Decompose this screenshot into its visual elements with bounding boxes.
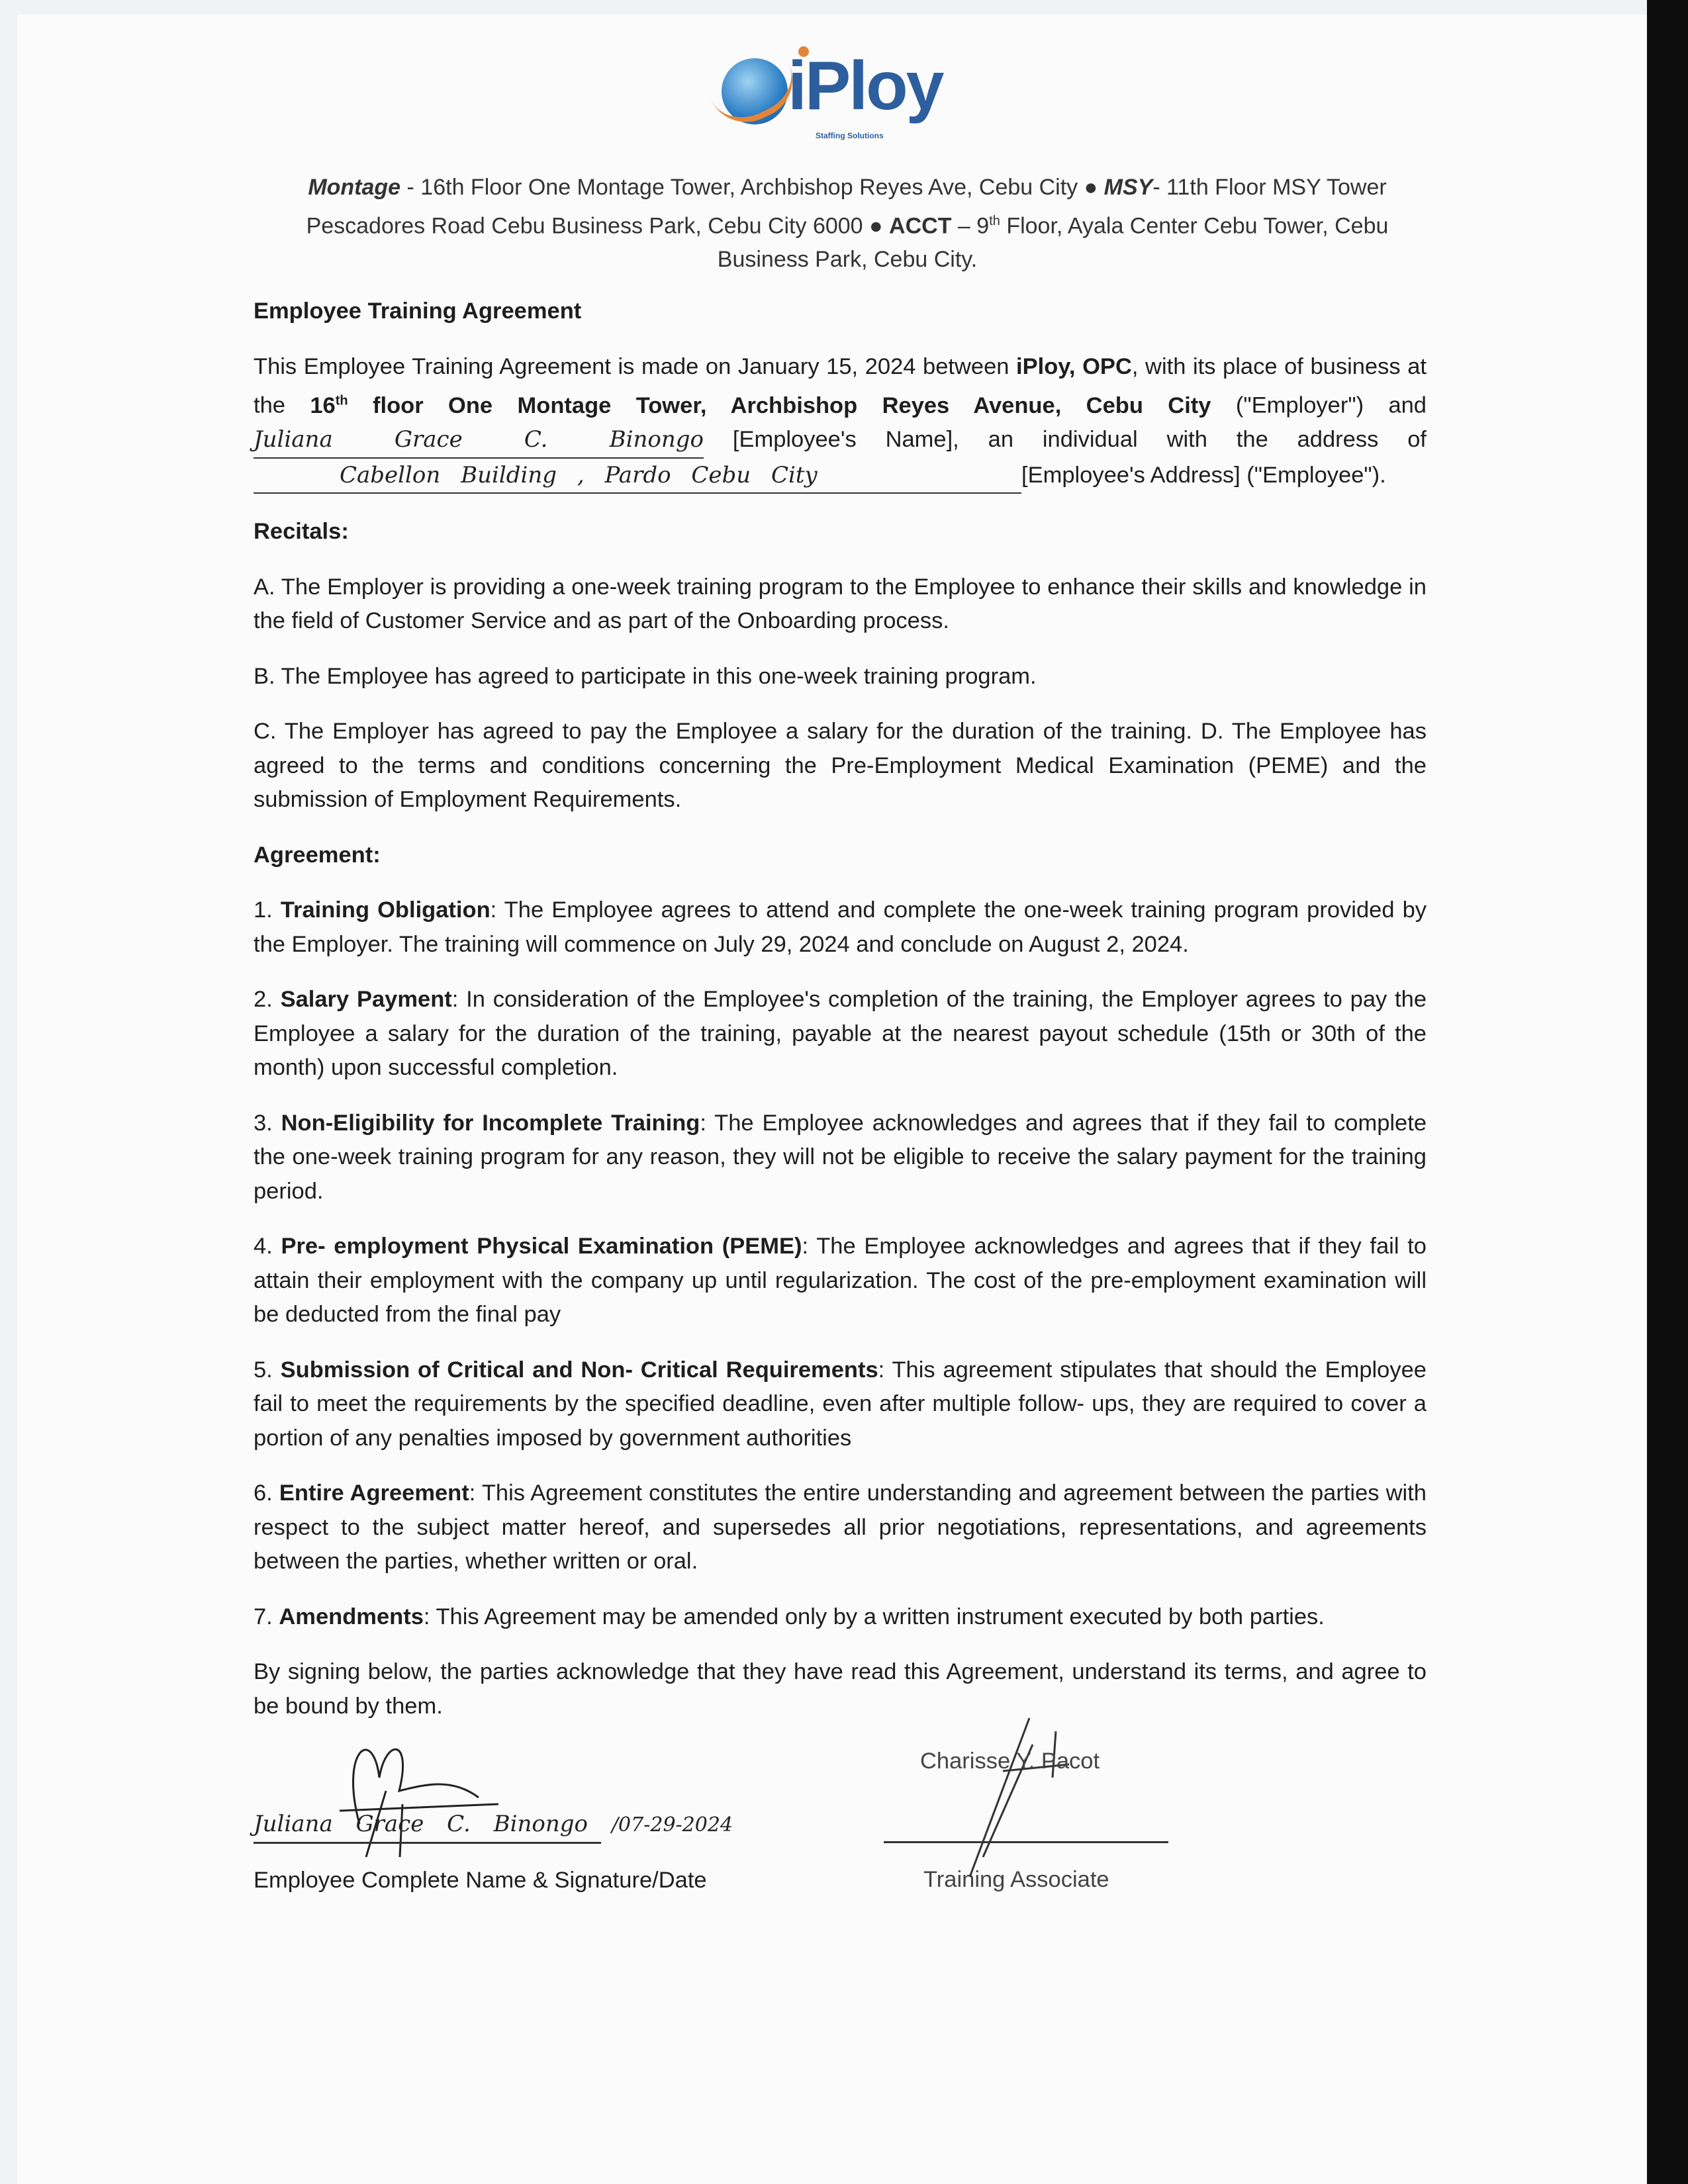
bullet: ● — [869, 213, 883, 239]
clause — [254, 893, 1427, 962]
intro-text: This Employee Training Agreement is made on January 15, 2024 between — [254, 353, 1017, 379]
clause-text: : This agreement stipulates that should the Employee fail to meet the requirements by the specified deadline, even after multiple follow- ups, they are required to cover a portion of any penalties imposed by government authorities — [254, 1357, 1427, 1451]
associate-name: Charisse Y. Pacot — [920, 1749, 1100, 1774]
clause-title: Amendments — [279, 1604, 424, 1629]
signature-date: /07-29-2024 — [611, 1813, 733, 1837]
recital-a: A. The Employer is providing a one-week training program to the Employee to enhance their skills and knowledge in the field of Customer Service and as part of the Onboarding process. — [254, 574, 1427, 633]
recitals-heading: Recitals: — [254, 519, 349, 544]
clause — [254, 1230, 1427, 1332]
agreement-heading: Agreement: — [254, 842, 381, 868]
signature-line-row — [254, 1745, 849, 1844]
sup: th — [989, 214, 1000, 228]
clause-number: 5. — [254, 1357, 281, 1383]
employee-signature-label: Employee Complete Name & Signature/Date — [254, 1867, 707, 1893]
clause-title: Pre- employment Physical Examination (PEME) — [281, 1234, 802, 1259]
logo-text: iPloy — [788, 48, 943, 124]
clause-title: Training Obligation — [280, 897, 491, 923]
employee-signature-block — [254, 1745, 849, 1897]
iploy-logo — [715, 46, 980, 152]
clause-number: 7. — [254, 1604, 279, 1629]
clause — [254, 983, 1427, 1085]
intro-text: [Employee's Name], an individual with the address of — [704, 427, 1427, 452]
montage-label: Montage — [308, 175, 401, 200]
acct-floor: – 9 — [951, 213, 990, 239]
clause-text: : In consideration of the Employee's completion of the training, the Employer agrees to pay the Employee a salary for the duration of the training, payable at the nearest payout schedule (15th or 30th of the month) upon successful completion. — [254, 987, 1427, 1080]
employee-address-field: Cabellon Building , Pardo Cebu City — [254, 459, 1021, 494]
montage-address: - 16th Floor One Montage Tower, Archbishop Reyes Ave, Cebu City — [400, 175, 1084, 200]
intro-text: ("Employer") and — [1211, 392, 1427, 418]
clause-number: 3. — [254, 1110, 281, 1136]
acct-address: Floor, Ayala Center Cebu Tower, Cebu Business Park, Cebu City. — [717, 213, 1389, 273]
recital-b: B. The Employee has agreed to participate in this one-week training program. — [254, 663, 1037, 689]
scan-edge — [1647, 0, 1688, 2184]
signature-line — [884, 1745, 1168, 1843]
associate-label: Training Associate — [923, 1867, 1109, 1892]
employee-handwritten-name: Juliana Grace C. Binongo — [254, 1807, 601, 1844]
clause-title: Non-Eligibility for Incomplete Training — [281, 1110, 700, 1136]
clause-title: Salary Payment — [280, 987, 452, 1012]
clause — [254, 1353, 1427, 1456]
clause-number: 4. — [254, 1234, 281, 1259]
bullet: ● — [1084, 175, 1098, 200]
clause — [254, 1600, 1427, 1635]
clause — [254, 1477, 1427, 1579]
office-addresses — [278, 171, 1417, 277]
logo-tagline: Staffing Solutions — [816, 131, 884, 140]
document-title: Employee Training Agreement — [254, 298, 582, 324]
msy-address: - 11th Floor MSY Tower Pescadores Road Cebu Business Park, Cebu City 6000 — [306, 175, 1387, 239]
msy-label: MSY — [1103, 175, 1153, 200]
intro-text: , with its place of business at the — [254, 353, 1427, 418]
clause-text: : The Employee agrees to attend and complete the one-week training program provided by the Employer. The training will commence on July 29, 2024 and conclude on August 2, 2024. — [254, 897, 1427, 957]
sup: th — [335, 393, 348, 408]
clause — [254, 1107, 1427, 1209]
clause-text: : This Agreement may be amended only by a written instrument executed by both parties. — [423, 1604, 1325, 1629]
clause-text: : The Employee acknowledges and agrees that if they fail to attain their employment with the company up until regularization. The cost of the pre-employment examination will be deducted from the final pay — [254, 1234, 1427, 1327]
intro-paragraph — [254, 350, 1427, 459]
clause-title: Entire Agreement — [279, 1480, 469, 1506]
place: floor One Montage Tower, Archbishop Reyes Avenue, Cebu City — [348, 392, 1211, 418]
associate-signature-block — [884, 1745, 1215, 1897]
employee-name-field: Juliana Grace C. Binongo — [254, 423, 704, 459]
clause-title: Submission of Critical and Non- Critical Requirements — [280, 1357, 878, 1383]
signature-area — [254, 1745, 1427, 1897]
place: 16 — [310, 392, 336, 418]
closing-statement: By signing below, the parties acknowledge that they have read this Agreement, understand its terms, and agree to be bound by them. — [254, 1659, 1427, 1719]
address-line — [254, 459, 1427, 494]
recital-c: C. The Employer has agreed to pay the Employee a salary for the duration of the training. D. The Employee has agreed to the terms and conditions concerning the Pre-Employment Medical Examination (PEME) and the submission of Employment Requirements. — [254, 719, 1427, 812]
clause-number: 2. — [254, 987, 281, 1012]
clause-number: 1. — [254, 897, 281, 923]
clause-text: : This Agreement constitutes the entire understanding and agreement between the parties with respect to the subject matter hereof, and supersedes all prior negotiations, representations, and agreements between the parties, whether written or oral. — [254, 1480, 1427, 1574]
acct-label: ACCT — [889, 213, 952, 239]
agreement-body — [254, 295, 1427, 1897]
company-name: iPloy, OPC — [1016, 353, 1132, 379]
clause-number: 6. — [254, 1480, 279, 1506]
intro-text: [Employee's Address] ("Employee"). — [1021, 462, 1386, 488]
clause-text: : The Employee acknowledges and agrees that if they fail to complete the one-week training program for any reason, they will not be eligible to receive the salary payment for the training period. — [254, 1110, 1427, 1204]
